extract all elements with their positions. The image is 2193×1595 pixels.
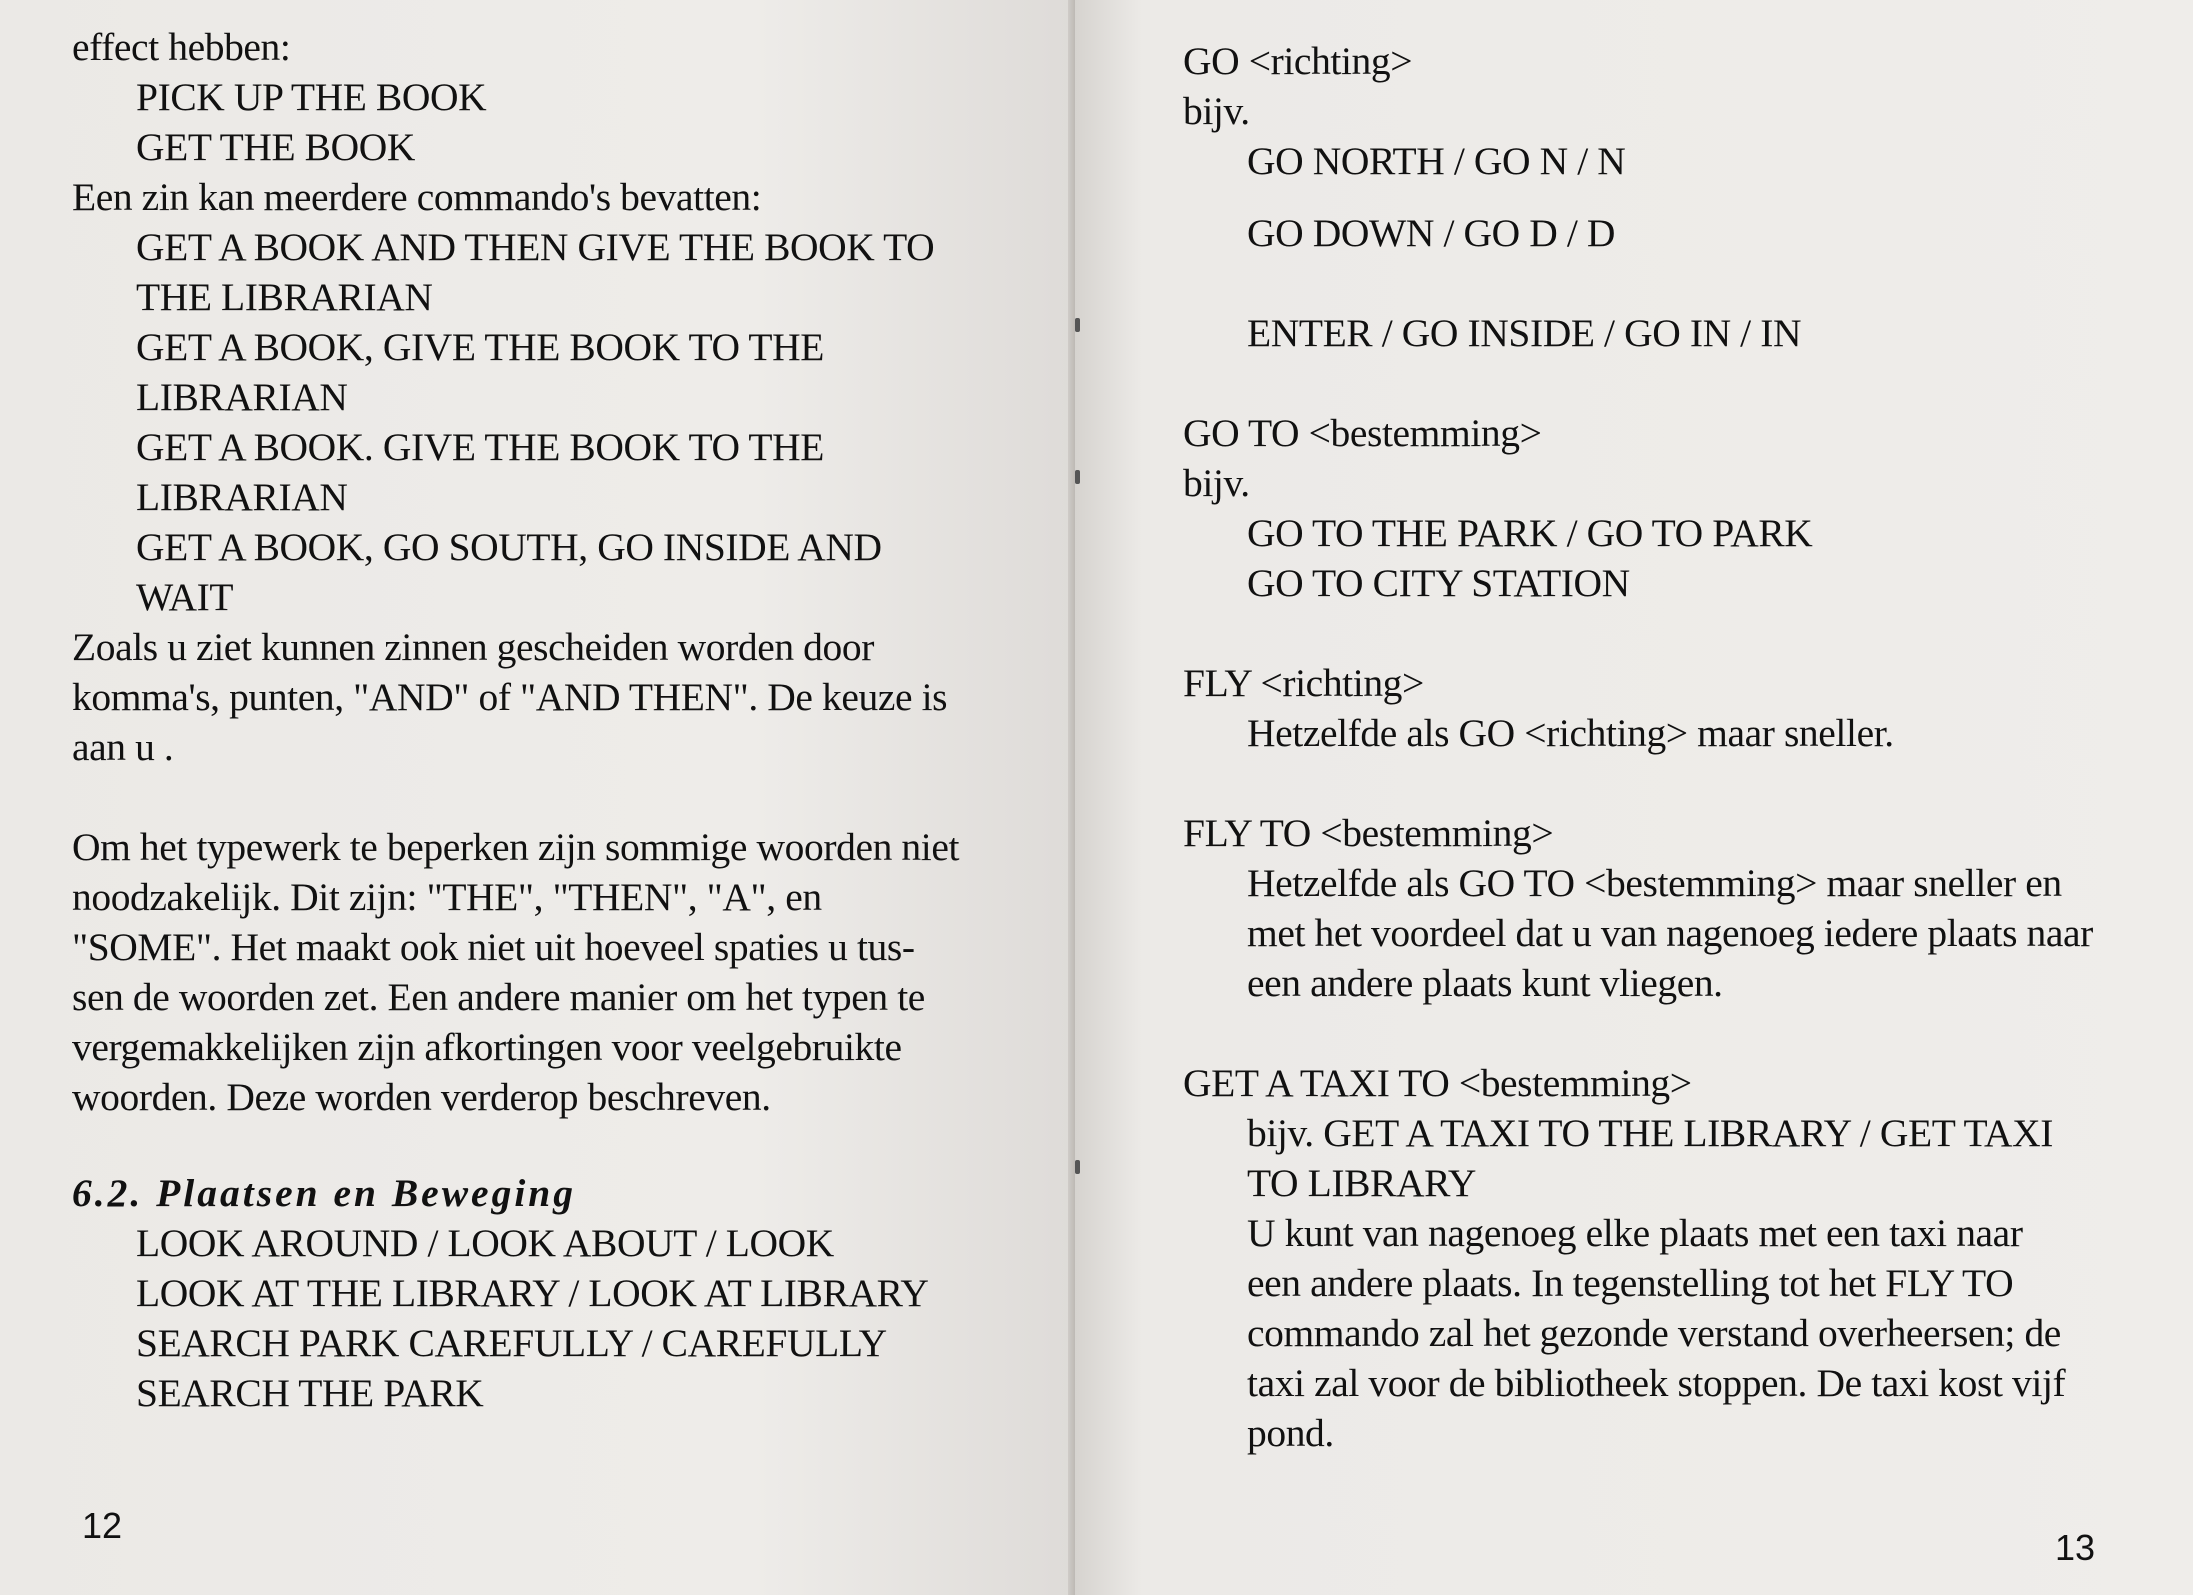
description-line: met het voordeel dat u van nagenoeg iedere plaats naar [1247,911,2093,955]
command-line: LOOK AROUND / LOOK ABOUT / LOOK [136,1221,834,1265]
description-line: een andere plaats. In tegenstelling tot het FLY TO [1247,1261,2014,1305]
left-page-text [72,22,1062,1418]
command-line: GET THE BOOK [136,125,416,169]
paragraph-line: "SOME". Het maakt ook niet uit hoeveel spaties u tus- [72,925,915,969]
paragraph-line: komma's, punten, "AND" of "AND THEN". De keuze is [72,675,948,719]
command-line: GO TO CITY STATION [1247,561,1630,605]
description-line: taxi zal voor de bibliotheek stoppen. De taxi kost vijf [1247,1361,2066,1405]
command-line: LIBRARIAN [136,475,348,519]
page-number: 12 [82,1505,123,1546]
command-line: LIBRARIAN [136,375,348,419]
command-line: GO NORTH / GO N / N [1247,139,1626,183]
command-line: GET A BOOK, GO SOUTH, GO INSIDE AND [136,525,882,569]
command-syntax: FLY TO <bestemming> [1183,811,1554,855]
right-page-text [1183,36,2183,1458]
command-line: GO DOWN / GO D / D [1247,211,1616,255]
section-heading: 6.2. Plaatsen en Beweging [72,1171,577,1215]
command-syntax: GO TO <bestemming> [1183,411,1542,455]
left-page [0,0,1075,1595]
description-line: commando zal het gezonde verstand overheersen; de [1247,1311,2061,1355]
command-line: THE LIBRARIAN [136,275,433,319]
command-line: LOOK AT THE LIBRARY / LOOK AT LIBRARY [136,1271,929,1315]
description-line: pond. [1247,1411,1334,1455]
description-line: U kunt van nagenoeg elke plaats met een taxi naar [1247,1211,2023,1255]
command-line: GET A BOOK, GIVE THE BOOK TO THE [136,325,824,369]
command-line: GET A BOOK AND THEN GIVE THE BOOK TO [136,225,935,269]
print-speck [1075,470,1080,484]
description-line: Hetzelfde als GO TO <bestemming> maar sneller en [1247,861,2062,905]
paragraph-line: sen de woorden zet. Een andere manier om het typen te [72,975,925,1019]
command-line: PICK UP THE BOOK [136,75,487,119]
print-speck [1075,318,1080,332]
paragraph-line: Zoals u ziet kunnen zinnen gescheiden worden door [72,625,874,669]
text-line: effect hebben: [72,25,291,69]
paragraph-line: Om het typewerk te beperken zijn sommige woorden niet [72,825,960,869]
example-label: bijv. [1183,89,1250,133]
paragraph-line: aan u . [72,725,174,769]
command-line: SEARCH THE PARK [136,1371,484,1415]
right-page [1075,0,2193,1595]
example-label: bijv. [1183,461,1250,505]
command-syntax: FLY <richting> [1183,661,1424,705]
example-line: TO LIBRARY [1247,1161,1477,1205]
command-line: ENTER / GO INSIDE / GO IN / IN [1247,311,1802,355]
command-syntax: GO <richting> [1183,39,1413,83]
paragraph-line: noodzakelijk. Dit zijn: "THE", "THEN", "A", en [72,875,822,919]
example-line: bijv. GET A TAXI TO THE LIBRARY / GET TAXI [1247,1111,2054,1155]
description-line: Hetzelfde als GO <richting> maar sneller. [1247,711,1894,755]
text-line: Een zin kan meerdere commando's bevatten: [72,175,762,219]
page-number: 13 [2055,1527,2096,1568]
print-speck [1075,1160,1080,1174]
command-line: WAIT [136,575,234,619]
paragraph-line: woorden. Deze worden verderop beschreven. [72,1075,771,1119]
description-line: een andere plaats kunt vliegen. [1247,961,1723,1005]
command-line: GET A BOOK. GIVE THE BOOK TO THE [136,425,824,469]
command-syntax: GET A TAXI TO <bestemming> [1183,1061,1692,1105]
command-line: GO TO THE PARK / GO TO PARK [1247,511,1813,555]
command-line: SEARCH PARK CAREFULLY / CAREFULLY [136,1321,887,1365]
paragraph-line: vergemakkelijken zijn afkortingen voor veelgebruikte [72,1025,902,1069]
